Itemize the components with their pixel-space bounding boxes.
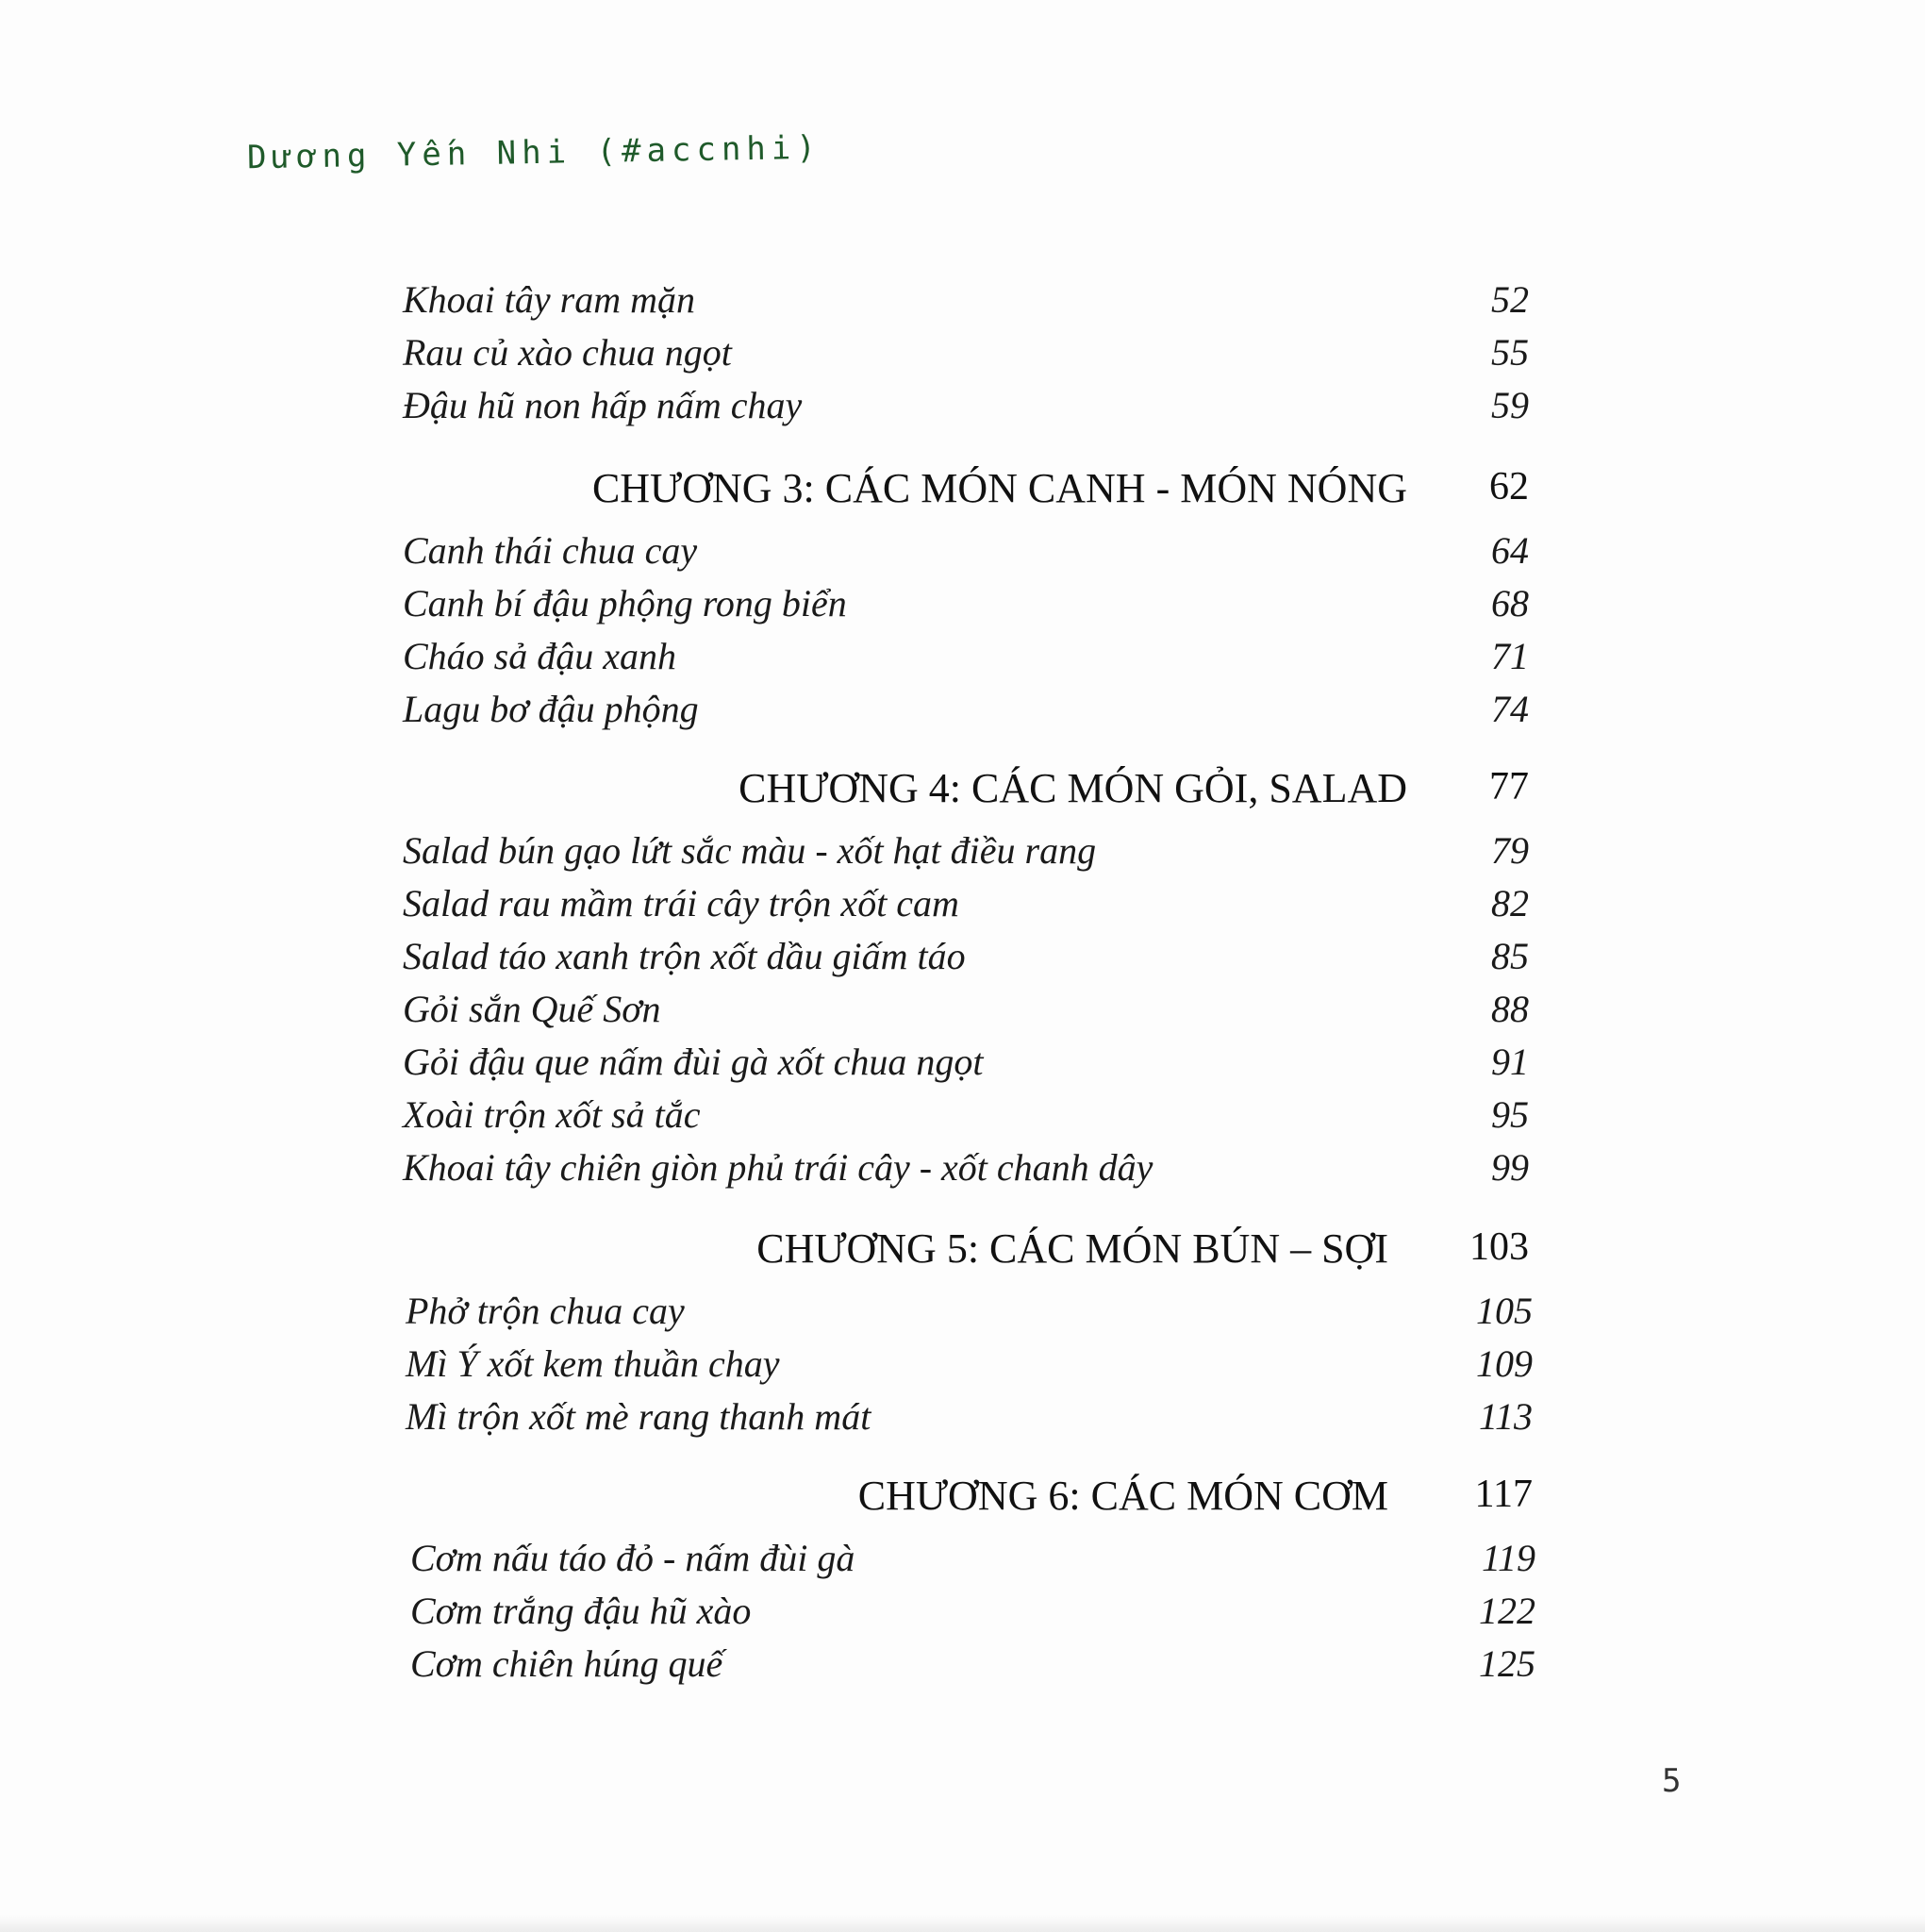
toc-entry — [0, 1289, 1925, 1336]
toc-chapter-page: 117 — [1474, 1473, 1533, 1516]
toc-chapter-title: CHƯƠNG 6: CÁC MÓN CƠM — [857, 1473, 1388, 1519]
toc-chapter-title: CHƯƠNG 5: CÁC MÓN BÚN – SỢI — [756, 1225, 1388, 1272]
toc-entry-page: 119 — [1481, 1537, 1535, 1579]
scan-edge-shadow — [0, 1915, 1925, 1932]
toc-entry-title: Mì trộn xốt mè rang thanh mát — [406, 1395, 871, 1438]
toc-entry — [0, 987, 1925, 1034]
toc-entry-page: 55 — [1491, 331, 1529, 374]
handwritten-author: Dương Yến Nhi (#accnhi) — [246, 128, 822, 177]
toc-entry — [0, 1092, 1925, 1140]
toc-entry-page: 125 — [1479, 1642, 1535, 1685]
toc-entry-title: Salad táo xanh trộn xốt dầu giấm táo — [403, 935, 966, 977]
toc-entry-title: Canh bí đậu phộng rong biển — [403, 582, 847, 625]
toc-entry-page: 99 — [1491, 1146, 1529, 1189]
toc-entry-page: 88 — [1491, 988, 1529, 1030]
toc-entry — [0, 528, 1925, 575]
toc-chapter — [0, 1224, 1925, 1272]
toc-entry — [0, 1641, 1925, 1689]
toc-entry-page: 122 — [1479, 1590, 1535, 1632]
toc-entry-title: Salad rau mầm trái cây trộn xốt cam — [403, 882, 959, 924]
toc-entry — [0, 881, 1925, 928]
toc-entry — [0, 1394, 1925, 1441]
toc-entry-title: Gỏi đậu que nấm đùi gà xốt chua ngọt — [403, 1041, 984, 1083]
toc-entry — [0, 277, 1925, 325]
toc-entry — [0, 1341, 1925, 1389]
toc-entry — [0, 828, 1925, 875]
toc-chapter-page: 103 — [1469, 1225, 1529, 1269]
toc-entry-title: Khoai tây ram mặn — [403, 278, 695, 321]
toc-entry-title: Gỏi sắn Quế Sơn — [403, 988, 661, 1030]
toc-entry-title: Xoài trộn xốt sả tắc — [403, 1093, 701, 1136]
toc-entry-page: 109 — [1476, 1342, 1533, 1385]
toc-entry-title: Cơm chiên húng quế — [410, 1642, 723, 1685]
toc-entry-page: 105 — [1476, 1290, 1533, 1332]
toc-entry-title: Cháo sả đậu xanh — [403, 635, 676, 677]
toc-entry-title: Salad bún gạo lứt sắc màu - xốt hạt điều rang — [403, 829, 1097, 872]
toc-entry — [0, 1145, 1925, 1192]
toc-entry-page: 68 — [1491, 582, 1529, 625]
toc-entry — [0, 687, 1925, 734]
toc-entry-page: 82 — [1491, 882, 1529, 924]
toc-chapter — [0, 1472, 1925, 1519]
toc-entry-page: 74 — [1491, 688, 1529, 730]
toc-entry — [0, 1536, 1925, 1583]
toc-entry — [0, 1589, 1925, 1636]
toc-entry-page: 59 — [1491, 384, 1529, 426]
toc-entry-title: Phở trộn chua cay — [406, 1290, 685, 1332]
toc-entry-title: Đậu hũ non hấp nấm chay — [403, 384, 803, 426]
toc-entry-title: Lagu bơ đậu phộng — [403, 688, 699, 730]
toc-entry-title: Canh thái chua cay — [403, 529, 698, 572]
handwritten-page-number: 5 — [1662, 1762, 1682, 1800]
toc-entry-page: 64 — [1491, 529, 1529, 572]
toc-entry-title: Khoai tây chiên giòn phủ trái cây - xốt chanh dây — [403, 1146, 1153, 1189]
toc-entry — [0, 330, 1925, 377]
toc-entry-title: Rau củ xào chua ngọt — [403, 331, 732, 374]
toc-entry-title: Cơm nấu táo đỏ - nấm đùi gà — [410, 1537, 855, 1579]
toc-entry-title: Mì Ý xốt kem thuần chay — [406, 1342, 780, 1385]
toc-chapter-title: CHƯƠNG 4: CÁC MÓN GỎI, SALAD — [738, 765, 1407, 811]
toc-chapter — [0, 464, 1925, 511]
toc-entry-page: 71 — [1491, 635, 1529, 677]
toc-chapter-page: 62 — [1489, 465, 1529, 508]
toc-entry-page: 113 — [1478, 1395, 1533, 1438]
toc-entry-page: 95 — [1491, 1093, 1529, 1136]
toc-entry-page: 91 — [1491, 1041, 1529, 1083]
toc-chapter — [0, 764, 1925, 811]
toc-entry-title: Cơm trắng đậu hũ xào — [410, 1590, 752, 1632]
toc-entry — [0, 634, 1925, 681]
toc-entry — [0, 581, 1925, 628]
toc-entry-page: 79 — [1491, 829, 1529, 872]
toc-chapter-title: CHƯƠNG 3: CÁC MÓN CANH - MÓN NÓNG — [591, 465, 1407, 511]
toc-chapter-page: 77 — [1489, 765, 1529, 808]
toc-entry — [0, 1040, 1925, 1087]
toc-entry — [0, 383, 1925, 430]
toc-entry — [0, 934, 1925, 981]
toc-entry-page: 85 — [1491, 935, 1529, 977]
toc-entry-page: 52 — [1491, 278, 1529, 321]
